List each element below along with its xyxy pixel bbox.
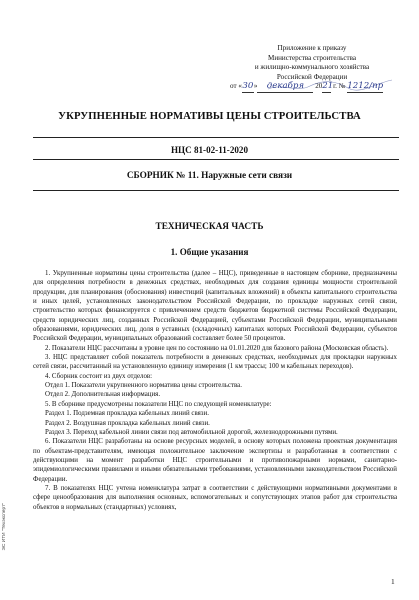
paragraph: Раздел 2. Воздушная прокладка кабельных линий связи. <box>45 419 210 427</box>
divider-top <box>33 137 399 138</box>
day-suffix: » <box>253 82 258 91</box>
paragraph: 7. В показателях НЦС учтена номенклатура затрат в соответствии с действующими нормативными документами в сфере ценообразования для выполнения основных, вспомогательных и сопутствующих этапов работ для строительства объектов в нормальных (стандартных) условиях, <box>33 484 397 511</box>
divider-middle <box>33 159 399 160</box>
paragraph: Раздел 1. Подземная прокладка кабельных линий связи. <box>45 410 209 418</box>
appendix-line-4: Российской Федерации <box>276 72 348 81</box>
divider-bottom <box>33 190 399 191</box>
document-code: НЦС 81-02-11-2020 <box>170 145 249 155</box>
paragraph: Отдел 2. Дополнительная информация. <box>45 391 161 399</box>
paragraph: Отдел 1. Показатели укрупненного норматива цены строительства. <box>45 382 242 390</box>
handwriting-stroke-icon <box>266 77 396 95</box>
paragraph: 6. Показатели НЦС разработаны на основе ресурсных моделей, в основу которых положена проектная документация по объектам-представителям, имеющая положительное заключение экспертизы и разработанная в соответствии с действующими на момент разработки НЦС строительными и противопожарными нормами, санитарно-эпидемиологическими правилами и иными обязательными требованиями, установленными законодательством Российской Федерации. <box>33 438 397 483</box>
year-prefix: 20 <box>315 82 323 91</box>
date-prefix: от « <box>230 82 242 91</box>
collection-title: СБОРНИК № 11. Наружные сети связи <box>126 171 293 181</box>
appendix-line-3: и жилищно-коммунального хозяйства <box>254 63 370 72</box>
handwritten-order-number: 1212/пр <box>347 81 384 92</box>
paragraph: 1. Укрупненные нормативы цены строительства (далее – НЦС), приведенные в настоящем сборнике, предназначены для определения потребности в денежных средствах, необходимых для создания единицы мощности строительной продукции, для планирования (обоснования) инвестиций (капитальных вложений) в объекты капитального строительства и иных целей, установленных законодательством Российской Федерации, по прокладке наружных сетей связи, строительство которых финансируется с привлечением средств бюджетов бюджетной системы Российской Федерации, средств юридических лиц, созданных Российской Федерацией, субъектами Российской Федерации, муниципальными образованиями, юридических лиц, доля в уставных (складочных) капиталах которых Российской Федерации, субъектов Российской Федерации, муниципальных образований составляет более 50 процентов. <box>33 270 397 343</box>
paragraph: 4. Сборник состоит из двух отделов: <box>45 372 153 380</box>
section-title: 1. Общие указания <box>170 247 249 257</box>
paragraph: 2. Показатели НЦС рассчитаны в уровне цен по состоянию на 01.01.2020 для базового района (Московская область). <box>45 344 389 352</box>
appendix-line-1: Приложение к приказу <box>277 44 347 52</box>
body-text <box>33 269 397 512</box>
paragraph: 5. В сборнике предусмотрены показатели НЦС по следующей номенклатуре: <box>45 400 272 408</box>
handwritten-year: 21 <box>322 81 334 92</box>
page-number: 1 <box>391 577 395 586</box>
document-title: УКРУПНЕННЫЕ НОРМАТИВЫ ЦЕНЫ СТРОИТЕЛЬСТВА <box>58 110 361 122</box>
paragraph: Раздел 3. Переход кабельной линии связи под автомобильной дорогой, железнодорожными путями. <box>45 428 338 436</box>
appendix-block <box>228 44 396 93</box>
appendix-date-line <box>228 82 396 93</box>
appendix-line-2: Министерства строительства <box>268 53 356 62</box>
side-watermark: ЭС ИТИ "Техэксперт" <box>2 503 7 551</box>
part-title: ТЕХНИЧЕСКАЯ ЧАСТЬ <box>155 222 264 232</box>
handwritten-month: декабря <box>257 82 313 93</box>
handwritten-day: 30 <box>242 81 254 92</box>
order-number-prefix: г. № <box>333 82 346 91</box>
paragraph: 3. НЦС представляет собой показатель потребности в денежных средствах, необходимых для прокладки наружных сетей связи, рассчитанный на установленную единицу измерения (1 км трассы; 100 м кабельных переходов). <box>33 354 397 371</box>
